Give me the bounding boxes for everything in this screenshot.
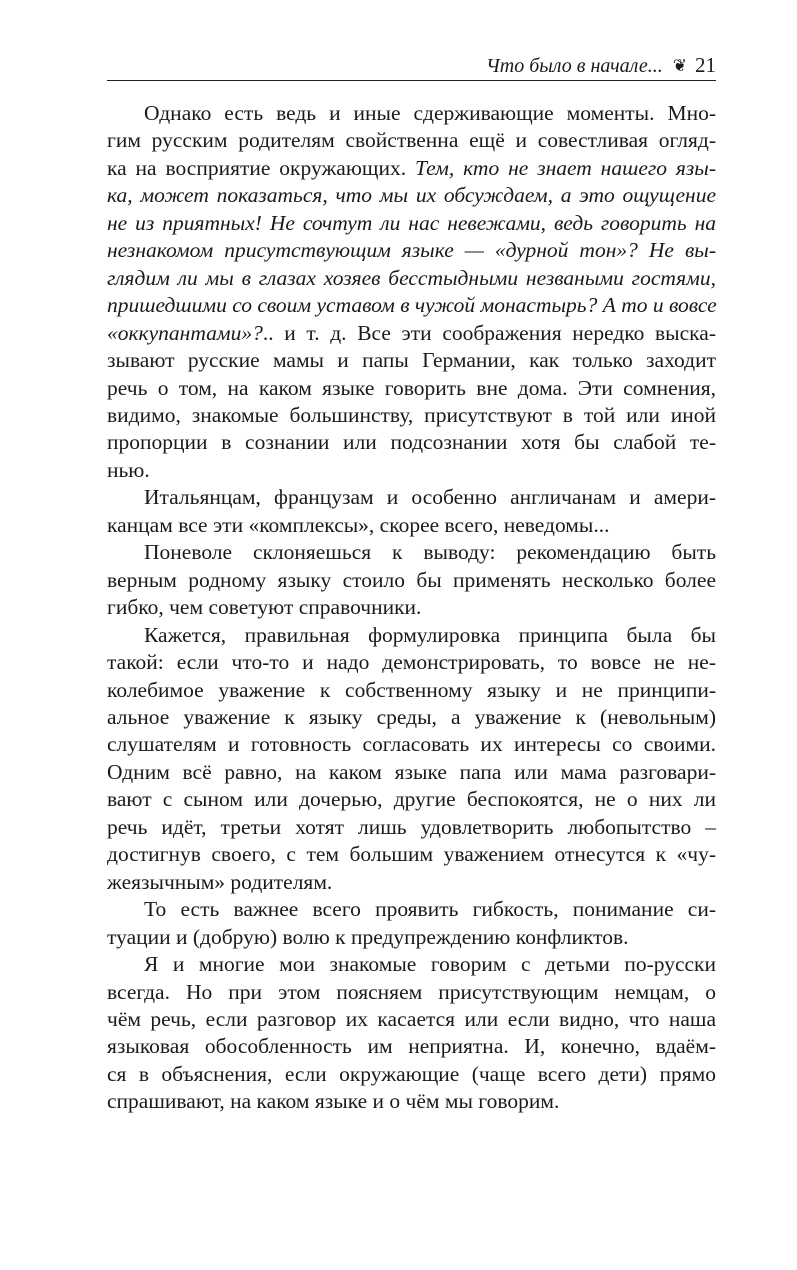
text-line bbox=[107, 100, 716, 127]
text-line bbox=[107, 1006, 716, 1033]
text-run: гибко, чем советуют справочники. bbox=[107, 595, 422, 620]
running-head bbox=[107, 52, 716, 78]
text-run: ка на восприятие окружающих. bbox=[107, 155, 415, 180]
text-run: .. и т. д. Все эти соображения нередко выска- bbox=[262, 320, 716, 345]
paragraph bbox=[107, 100, 716, 484]
italic-run: глядим ли мы в глазах хозяев бесстыдными незваными гостями, bbox=[107, 265, 716, 290]
text-run: Кажется, правильная формулировка принципа была бы bbox=[144, 622, 716, 647]
text-run: пропорции в сознании или подсознании хотя бы слабой те- bbox=[107, 430, 716, 455]
text-run: видимо, знакомые большинству, присутствуют в той или иной bbox=[107, 402, 716, 427]
text-run: колебимое уважение к собственному языку и не принципи- bbox=[107, 677, 716, 702]
text-run: туации и (добрую) волю к предупреждению конфликтов. bbox=[107, 924, 629, 949]
text-line bbox=[107, 237, 716, 264]
text-line bbox=[107, 375, 716, 402]
text-line bbox=[107, 1061, 716, 1088]
text-run: спрашивают, на каком языке и о чём мы говорим. bbox=[107, 1089, 560, 1114]
text-run: гим русским родителям свойственна ещё и совестливая огляд- bbox=[107, 128, 716, 153]
text-line bbox=[107, 539, 716, 566]
text-run: слушателям и готовность согласовать их интересы со своими. bbox=[107, 732, 716, 757]
text-line bbox=[107, 1033, 716, 1060]
italic-run: ка, может показаться, что мы их обсуждаем, а это ощущение bbox=[107, 183, 716, 208]
text-run: Однако есть ведь и иные сдерживающие моменты. Мно- bbox=[144, 101, 716, 125]
text-line bbox=[107, 155, 716, 182]
text-run: Поневоле склоняешься к выводу: рекомендацию быть bbox=[144, 540, 716, 565]
text-line bbox=[107, 869, 716, 896]
text-line bbox=[107, 786, 716, 813]
text-line bbox=[107, 704, 716, 731]
text-line bbox=[107, 182, 716, 209]
paragraph bbox=[107, 622, 716, 897]
text-line bbox=[107, 951, 716, 978]
text-line bbox=[107, 457, 716, 484]
text-line bbox=[107, 594, 716, 621]
text-run: всегда. Но при этом поясняем присутствующим немцам, о bbox=[107, 979, 716, 1004]
text-run: чём речь, если разговор их касается или если видно, что наша bbox=[107, 1006, 716, 1031]
text-run: Итальянцам, французам и особенно англичанам и амери- bbox=[144, 485, 716, 510]
text-run: такой: если что-то и надо демонстрировать, то вовсе не не- bbox=[107, 650, 716, 675]
text-line bbox=[107, 814, 716, 841]
text-line bbox=[107, 292, 716, 319]
text-run: жеязычным» родителям. bbox=[107, 869, 333, 894]
italic-run: незнакомом присутствующим языке — «дурной тон»? Не вы- bbox=[107, 238, 716, 263]
text-line bbox=[107, 210, 716, 237]
text-line bbox=[107, 649, 716, 676]
text-line bbox=[107, 320, 716, 347]
text-run: нью. bbox=[107, 457, 150, 482]
body-text bbox=[107, 100, 716, 1116]
text-line bbox=[107, 1088, 716, 1115]
text-run: достигнув своего, с тем большим уважением отнесутся к «чу- bbox=[107, 842, 716, 867]
text-line bbox=[107, 896, 716, 923]
running-head-title: Что было в начале... bbox=[485, 55, 663, 77]
italic-run: «оккупантами»? bbox=[107, 320, 263, 345]
text-run: канцам все эти «комплексы», скорее всего, неведомы... bbox=[107, 512, 610, 537]
text-line bbox=[107, 924, 716, 951]
paragraph bbox=[107, 951, 716, 1116]
text-run: То есть важнее всего проявить гибкость, понимание си- bbox=[144, 897, 716, 922]
header-rule bbox=[107, 80, 716, 81]
page-number: 21 bbox=[695, 53, 716, 77]
text-line bbox=[107, 759, 716, 786]
text-line bbox=[107, 677, 716, 704]
italic-run: пришедшими со своим уставом в чужой монастырь? А то и вовсе bbox=[107, 293, 717, 318]
text-line bbox=[107, 127, 716, 154]
text-line bbox=[107, 567, 716, 594]
text-run: зывают русские мамы и папы Германии, как только заходит bbox=[107, 348, 716, 373]
text-line bbox=[107, 484, 716, 511]
text-run: Я и многие мои знакомые говорим с детьми по-русски bbox=[144, 952, 716, 977]
text-line bbox=[107, 402, 716, 429]
text-run: вают с сыном или дочерью, другие беспокоятся, не о них ли bbox=[107, 787, 716, 812]
italic-run: Тем, кто не знает нашего язы- bbox=[414, 155, 716, 180]
text-run: речь о том, на каком языке говорить вне дома. Эти сомнения, bbox=[107, 375, 716, 400]
paragraph bbox=[107, 539, 716, 621]
text-line bbox=[107, 265, 716, 292]
text-run: альное уважение к языку среды, а уважение к (невольным) bbox=[107, 704, 716, 729]
text-run: Одним всё равно, на каком языке папа или мама разговари- bbox=[107, 759, 716, 784]
text-run: верным родному языку стоило бы применять несколько более bbox=[107, 567, 716, 592]
text-run: речь идёт, третьи хотят лишь удовлетворить любопытство – bbox=[107, 814, 716, 839]
text-line bbox=[107, 347, 716, 374]
italic-run: не из приятных! Не сочтут ли нас невежами, ведь говорить на bbox=[107, 210, 716, 235]
paragraph bbox=[107, 896, 716, 951]
leaf-ornament-icon: ❦ bbox=[672, 56, 687, 75]
text-run: языковая обособленность им неприятна. И, конечно, вдаём- bbox=[107, 1034, 716, 1059]
text-line bbox=[107, 512, 716, 539]
text-line bbox=[107, 979, 716, 1006]
text-line bbox=[107, 622, 716, 649]
text-line bbox=[107, 429, 716, 456]
text-line bbox=[107, 841, 716, 868]
text-line bbox=[107, 731, 716, 758]
paragraph bbox=[107, 484, 716, 539]
text-run: ся в объяснения, если окружающие (чаще всего дети) прямо bbox=[107, 1061, 716, 1086]
